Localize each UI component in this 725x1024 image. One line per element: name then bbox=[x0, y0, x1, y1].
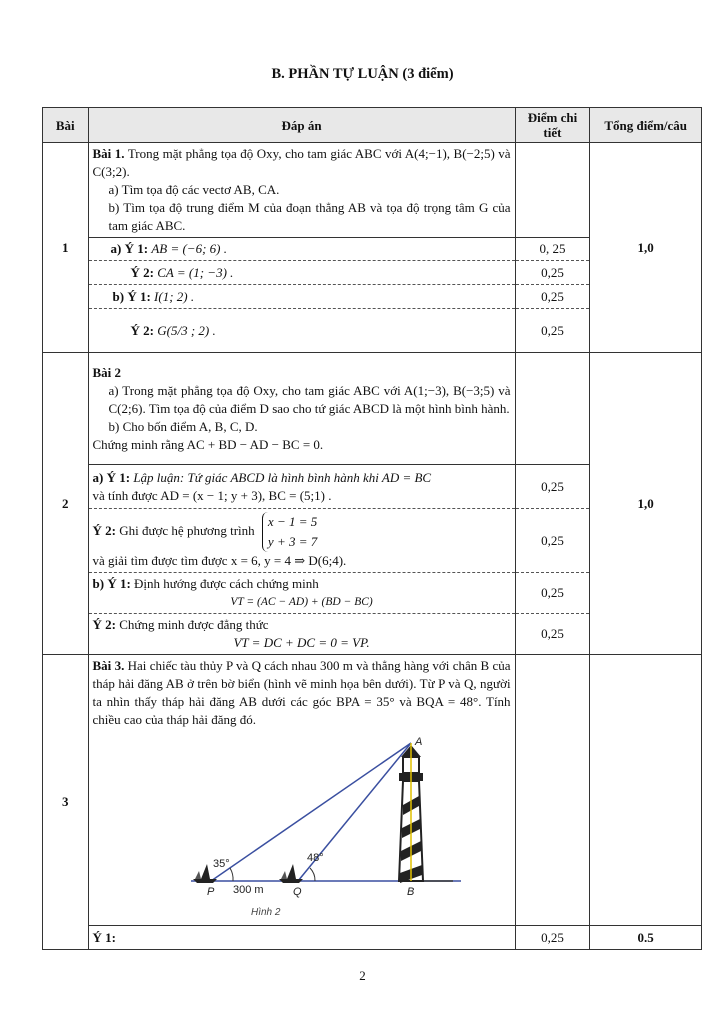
bai3-step1: Ý 1: bbox=[88, 926, 515, 950]
bai3-statement-row bbox=[43, 655, 702, 926]
bai2-step3-score: 0,25 bbox=[515, 573, 590, 614]
bai1-step1-score: 0, 25 bbox=[515, 238, 590, 261]
boat-q-icon bbox=[279, 864, 303, 883]
lighthouse-icon bbox=[399, 743, 423, 883]
angle-p-label: 35° bbox=[212, 858, 230, 870]
bai1-step-row: b) Ý 1: I(1; 2) . 0,25 bbox=[43, 285, 702, 309]
bai2-step4-score: 0,25 bbox=[515, 614, 590, 655]
bai2-step2-score: 0,25 bbox=[515, 509, 590, 573]
table-header-row bbox=[43, 108, 702, 143]
bai2-statement: Bài 2 a) Trong mặt phẳng tọa độ Oxy, cho tam giác ABC với A(1;−3), B(−3;5) và C(2;6). Tìm tọa độ của điểm D sao cho tứ giác ABCD là một hình bình hành. b) Cho bốn điểm A, B, C, D. Chứng minh rằng AC + BD − AD − BC = 0. bbox=[88, 353, 515, 465]
bai2-statement-row bbox=[43, 353, 702, 465]
bai1-step-row: a) Ý 1: AB = (−6; 6) . 0, 25 bbox=[43, 238, 702, 261]
bai2-step3: b) Ý 1: Định hướng được cách chứng minh VT = (AC − AD) + (BD − BC) bbox=[88, 573, 515, 614]
header-dap-an: Đáp án bbox=[88, 108, 515, 143]
bai2-total: 1,0 bbox=[590, 353, 702, 655]
bai1-statement: Bài 1. Trong mặt phẳng tọa độ Oxy, cho tam giác ABC với A(4;−1), B(−2;5) và C(3;2). a) Tìm tọa độ các vectơ AB, CA. b) Tìm tọa độ trung điểm M của đoạn thẳng AB và tọa độ trọng tâm G của tam giác ABC. bbox=[88, 143, 515, 238]
bai2-step2: Ý 2: Ghi được hệ phương trình x − 1 = 5 y + 3 = 7 và giải tìm được tìm được x = 6, y = 4 ⇒ D(6;4). bbox=[88, 509, 515, 573]
point-a-label: A bbox=[414, 736, 422, 748]
bai2-step1-score: 0,25 bbox=[515, 465, 590, 509]
bai2-step4: Ý 2: Chứng minh được đẳng thức VT = DC + DC = 0 = VP. bbox=[88, 614, 515, 655]
bai3-step1-total: 0.5 bbox=[590, 926, 702, 950]
lighthouse-figure bbox=[93, 733, 473, 923]
header-diem-chi-tiet: Điểm chi tiết bbox=[515, 108, 590, 143]
header-tong-diem: Tổng điểm/câu bbox=[590, 108, 702, 143]
page-number: 2 bbox=[359, 968, 366, 983]
answer-table bbox=[42, 107, 702, 950]
bai1-step2-score: 0,25 bbox=[515, 261, 590, 285]
bai2-number: 2 bbox=[43, 353, 89, 655]
bai3-step-row bbox=[43, 926, 702, 950]
bai3-statement: Bài 3. Hai chiếc tàu thủy P và Q cách nhau 300 m và thẳng hàng với chân B của tháp hải đăng AB ở trên bờ biển (hình vẽ minh họa bên dưới). Từ P và Q, người ta nhìn thấy tháp hải đăng AB dưới các góc BPA = 35° và BQA = 48°. Tính chiều cao của tháp hải đăng đó. 35° 48° A B P Q 300 m Hình 2 bbox=[88, 655, 515, 926]
bai1-step4-score: 0,25 bbox=[515, 309, 590, 353]
bai1-number: 1 bbox=[43, 143, 89, 353]
bai1-statement-row bbox=[43, 143, 702, 238]
point-b-label: B bbox=[406, 886, 414, 898]
bai1-total: 1,0 bbox=[590, 143, 702, 353]
bai1-step3-score: 0,25 bbox=[515, 285, 590, 309]
bai1-step-row: Ý 2: G(5/3 ; 2) . 0,25 bbox=[43, 309, 702, 353]
section-heading: B. PHẦN TỰ LUẬN (3 điểm) bbox=[271, 66, 454, 82]
figure-caption: Hình 2 bbox=[250, 907, 280, 918]
point-p-label: P bbox=[206, 886, 214, 898]
angle-arc-p bbox=[230, 868, 233, 881]
bai3-number: 3 bbox=[43, 655, 89, 950]
angle-arc-q bbox=[310, 868, 315, 881]
angle-q-label: 48° bbox=[306, 852, 324, 864]
bai1-step-row: Ý 2: CA = (1; −3) . 0,25 bbox=[43, 261, 702, 285]
bai2-step1: a) Ý 1: Lập luận: Tứ giác ABCD là hình bình hành khi AD = BC và tính được AD = (x − 1; y + 3), BC = (5;1) . bbox=[88, 465, 515, 509]
bai3-step1-score: 0,25 bbox=[515, 926, 590, 950]
distance-label: 300 m bbox=[232, 884, 264, 896]
point-q-label: Q bbox=[292, 886, 302, 898]
header-bai: Bài bbox=[43, 108, 89, 143]
equation-system: x − 1 = 5 y + 3 = 7 bbox=[262, 512, 317, 552]
